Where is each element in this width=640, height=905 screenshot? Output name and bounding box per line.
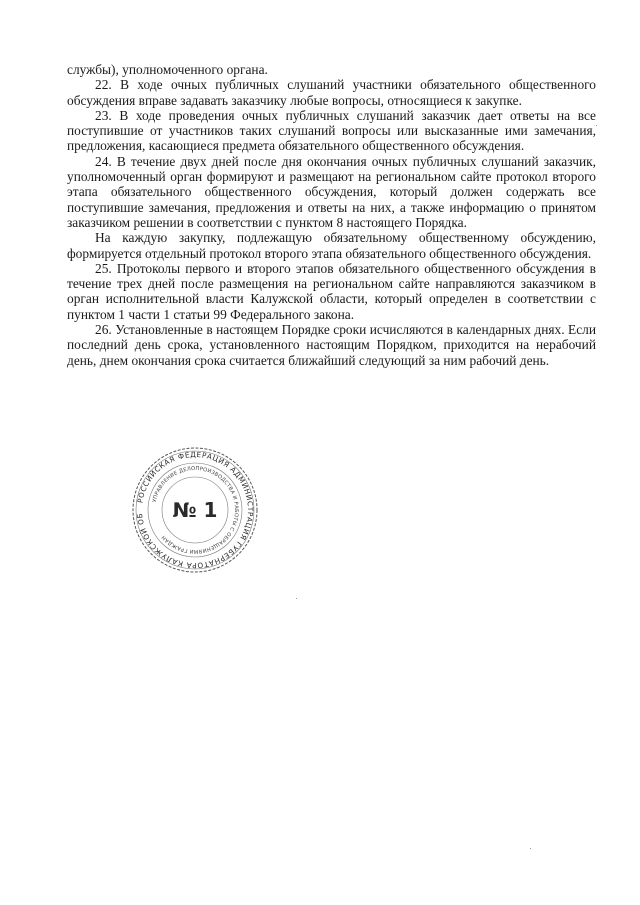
paragraph-25: 25. Протоколы первого и второго этапов обязательного общественного обсуждения в течение трех дней после размещения на региональном сайте направляются заказчиком в орган исполнительной власти Калужской области, который определен в соответствии с пунктом 1 части 1 статьи 99 Федерального закона. [67,260,596,322]
paragraph-23: 23. В ходе проведения очных публичных слушаний заказчик дает ответы на все поступившие от участников таких слушаний вопросы или высказанные ими замечания, предложения, касающиеся предмета обязательного общественного обсуждения. [67,107,596,154]
paragraph-22: 22. В ходе очных публичных слушаний участники обязательного общественного обсуждения вправе задавать заказчику любые вопросы, относящиеся к закупке. [67,77,596,108]
seal-inner-text: УПРАВЛЕНИЕ ДЕЛОПРОИЗВОДСТВА И РАБОТЫ С ОБРАЩЕНИЯМИ ГРАЖДАН [151,465,240,555]
document-body [67,62,596,368]
seal-graphic [130,445,260,575]
paragraph-continuation: службы), уполномоченного органа. [67,62,268,77]
paragraph-26: 26. Установленные в настоящем Порядке сроки исчисляются в календарных днях. Если последний день срока, установленного настоящим Порядком, приходится на нерабочий день, днем окончания срока считается ближайший следующий за ним рабочий день. [67,322,596,368]
paragraph-24-addendum: На каждую закупку, подлежащую обязательному общественному обсуждению, формируется отдельный протокол второго этапа обязательного общественного обсуждения. [67,230,596,261]
paragraph-24: 24. В течение двух дней после дня окончания очных публичных слушаний заказчик, уполномоченный орган формируют и размещают на региональном сайте протокол второго этапа обязательного общественного обсуждения, который должен содержать все поступившие замечания, предложения и ответы на них, а также информацию о принятом заказчиком решении в соответствии с пунктом 8 настоящего Порядка. [67,153,596,230]
official-seal-stamp [130,445,260,575]
seal-outer-text: РОССИЙСКАЯ ФЕДЕРАЦИЯ АДМИНИСТРАЦИЯ ГУБЕРНАТОРА КАЛУЖСКОЙ ОБ [135,449,256,571]
seal-number: № 1 [172,498,218,522]
